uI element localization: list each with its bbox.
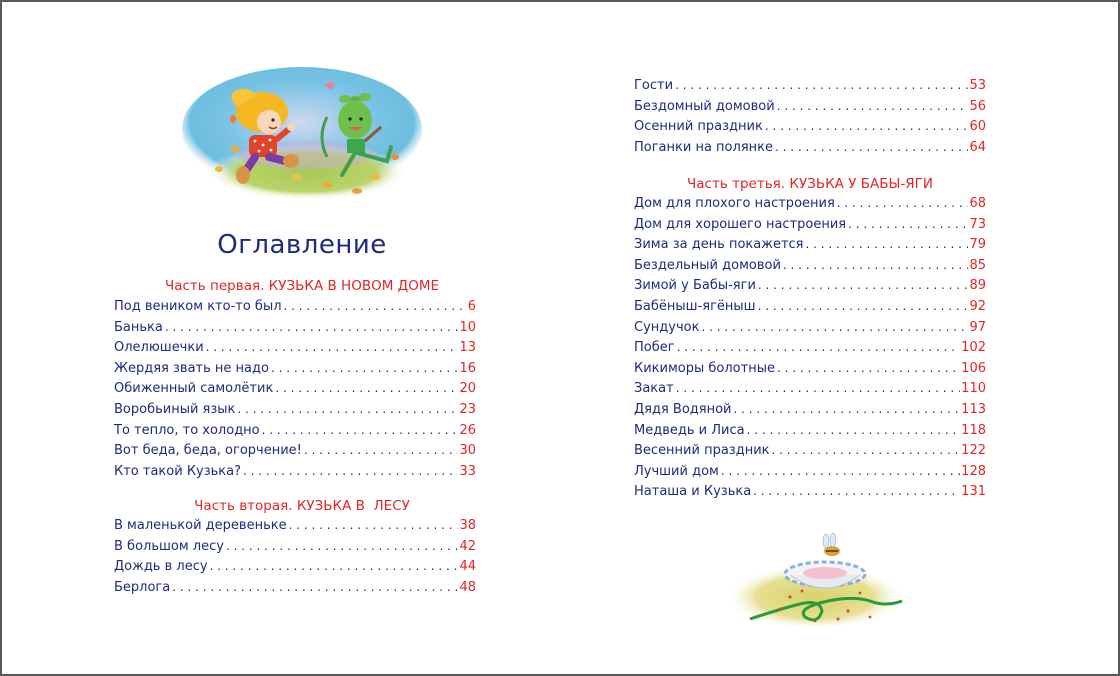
toc-item[interactable]	[634, 381, 986, 402]
dot-leader	[701, 320, 968, 334]
toc-item[interactable]	[634, 423, 986, 444]
toc-item[interactable]	[634, 217, 986, 238]
toc-item-title: Дядя Водяной	[634, 401, 732, 417]
toc-item-page: 122	[961, 443, 986, 459]
toc-item-title: Дом для хорошего настроения	[634, 216, 847, 232]
dot-leader	[262, 423, 459, 437]
toc-item[interactable]	[634, 78, 986, 99]
dot-leader	[721, 464, 960, 478]
toc-item-title: Кикиморы болотные	[634, 360, 775, 376]
toc-item[interactable]	[634, 258, 986, 279]
toc-item-title: Зима за день покажется	[634, 237, 804, 253]
dot-leader	[172, 580, 458, 594]
toc-item-page: 38	[459, 518, 476, 533]
toc-item-title: Вот беда, беда, огорчение!	[114, 443, 302, 459]
toc-item[interactable]	[634, 443, 986, 464]
toc-item-page: 79	[969, 237, 986, 253]
toc-item[interactable]	[114, 402, 476, 423]
toc-item[interactable]	[114, 443, 476, 464]
toc-item-page: 110	[961, 381, 986, 397]
toc-item-title: Под веником кто-то был	[114, 299, 282, 314]
part-heading-2: Часть вторая. КУЗЬКА В ЛЕСУ	[194, 498, 410, 514]
toc-item[interactable]	[634, 237, 986, 258]
toc-item-title: То тепло, то холодно	[114, 422, 260, 438]
dot-leader	[747, 423, 961, 437]
toc-item-title: Дом для плохого настроения	[634, 196, 835, 211]
toc-item-page: 10	[459, 319, 476, 335]
toc-title: Оглавление	[217, 230, 387, 260]
toc-item-title: Бездельный домовой	[634, 257, 781, 273]
toc-item[interactable]	[634, 278, 986, 299]
toc-item[interactable]	[114, 580, 476, 601]
dot-leader	[206, 340, 459, 354]
dot-leader	[275, 381, 458, 395]
toc-item-title: Воробьиный язык	[114, 401, 236, 417]
toc-item[interactable]	[634, 361, 986, 382]
toc-item[interactable]	[114, 518, 476, 539]
dot-leader	[210, 559, 459, 573]
part-heading-3: Часть третья. КУЗЬКА У БАБЫ-ЯГИ	[687, 176, 933, 192]
dot-leader	[677, 340, 961, 354]
toc-item[interactable]	[634, 464, 986, 485]
toc-item[interactable]	[634, 299, 986, 320]
toc-item-page: 60	[969, 119, 986, 135]
toc-item-title: Поганки на полянке	[634, 139, 773, 155]
toc-list-part2	[114, 518, 476, 600]
toc-item[interactable]	[114, 361, 476, 382]
dot-leader	[777, 99, 969, 113]
dot-leader	[289, 518, 459, 532]
dot-leader	[848, 217, 968, 231]
toc-item-title: Гости	[634, 78, 674, 93]
toc-item-page: 113	[961, 401, 986, 417]
toc-item[interactable]	[634, 196, 986, 217]
toc-item-title: Зимой у Бабы-яги	[634, 278, 756, 294]
dot-leader	[675, 78, 968, 92]
toc-item-title: Банька	[114, 319, 163, 335]
toc-item-title: Кто такой Кузька?	[114, 463, 242, 479]
toc-item-title: Дождь в лесу	[114, 559, 208, 575]
toc-item-page: 92	[969, 298, 986, 314]
dot-leader	[758, 278, 969, 292]
dot-leader	[806, 237, 969, 251]
toc-item-title: Олелюшечки	[114, 340, 204, 356]
toc-item-page: 53	[969, 78, 986, 93]
toc-item-title: Лучший дом	[634, 463, 719, 479]
dot-leader	[775, 140, 968, 154]
toc-list-part2-continued	[634, 78, 986, 160]
dot-leader	[734, 402, 961, 416]
toc-item-page: 89	[969, 278, 986, 294]
dot-leader	[165, 320, 459, 334]
toc-item[interactable]	[634, 140, 986, 161]
dot-leader	[676, 381, 960, 395]
toc-item-title: Берлога	[114, 579, 171, 595]
toc-item-page: 56	[969, 98, 986, 114]
toc-item-page: 97	[969, 319, 986, 335]
toc-item-title: Побег	[634, 340, 675, 356]
toc-item-page: 23	[459, 401, 476, 417]
toc-item[interactable]	[634, 119, 986, 140]
dot-leader	[284, 299, 467, 313]
dot-leader	[226, 539, 459, 553]
toc-item[interactable]	[634, 99, 986, 120]
toc-item-title: Осенний праздник	[634, 119, 763, 135]
toc-item[interactable]	[634, 402, 986, 423]
dot-leader	[783, 258, 969, 272]
toc-list-part1	[114, 299, 476, 484]
toc-item-title: Закат	[634, 381, 674, 397]
toc-item-title: Сундучок	[634, 319, 700, 335]
toc-item-page: 20	[459, 381, 476, 397]
toc-item-page: 85	[969, 257, 986, 273]
dot-leader	[772, 443, 961, 457]
dot-leader	[758, 299, 969, 313]
toc-item[interactable]	[634, 320, 986, 341]
toc-item-title: Бездомный домовой	[634, 98, 775, 114]
dot-leader	[237, 402, 458, 416]
toc-item[interactable]	[634, 340, 986, 361]
toc-item-page: 30	[459, 443, 476, 459]
toc-item[interactable]	[634, 484, 986, 505]
toc-item-page: 64	[969, 139, 986, 155]
toc-item-page: 106	[961, 360, 986, 376]
toc-item-title: В маленькой деревеньке	[114, 518, 287, 533]
toc-item-page: 33	[459, 463, 476, 479]
toc-item-page: 26	[459, 422, 476, 438]
toc-item-page: 118	[961, 422, 986, 438]
toc-item-title: В большом лесу	[114, 538, 224, 554]
toc-item[interactable]	[114, 381, 476, 402]
toc-item-page: 128	[961, 463, 986, 479]
dot-leader	[777, 361, 960, 375]
dot-leader	[837, 196, 969, 210]
toc-item-title: Наташа и Кузька	[634, 484, 752, 500]
toc-item-page: 44	[459, 559, 476, 575]
toc-item-page: 102	[961, 340, 986, 356]
running-children-illustration	[177, 57, 427, 217]
toc-item-title: Медведь и Лиса	[634, 422, 745, 438]
toc-item[interactable]	[114, 423, 476, 444]
toc-item-title: Весенний праздник	[634, 443, 770, 459]
toc-list-part3	[634, 196, 986, 505]
part-heading-1: Часть первая. КУЗЬКА В НОВОМ ДОМЕ	[164, 278, 440, 294]
toc-item-page: 16	[459, 360, 476, 376]
toc-item-title: Жердяя звать не надо	[114, 360, 269, 376]
toc-item-page: 73	[969, 216, 986, 232]
toc-item[interactable]	[114, 299, 476, 320]
toc-item-page: 42	[459, 538, 476, 554]
dot-leader	[765, 119, 969, 133]
toc-item[interactable]	[114, 464, 476, 485]
toc-item-page: 48	[459, 579, 476, 595]
toc-item-title: Обиженный самолётик	[114, 381, 274, 397]
toc-item-page: 131	[961, 484, 986, 500]
toc-item[interactable]	[114, 320, 476, 341]
bee-on-plate-illustration	[720, 529, 905, 629]
toc-item[interactable]	[114, 340, 476, 361]
toc-item-page: 68	[969, 196, 986, 211]
dot-leader	[271, 361, 458, 375]
left-page	[2, 2, 560, 674]
toc-item-page: 13	[459, 340, 476, 356]
toc-item-title: Бабёныш-ягёныш	[634, 298, 756, 314]
dot-leader	[243, 464, 458, 478]
toc-item[interactable]	[114, 559, 476, 580]
dot-leader	[304, 443, 459, 457]
dot-leader	[753, 484, 960, 498]
toc-item[interactable]	[114, 539, 476, 560]
toc-item-page: 6	[467, 299, 476, 314]
